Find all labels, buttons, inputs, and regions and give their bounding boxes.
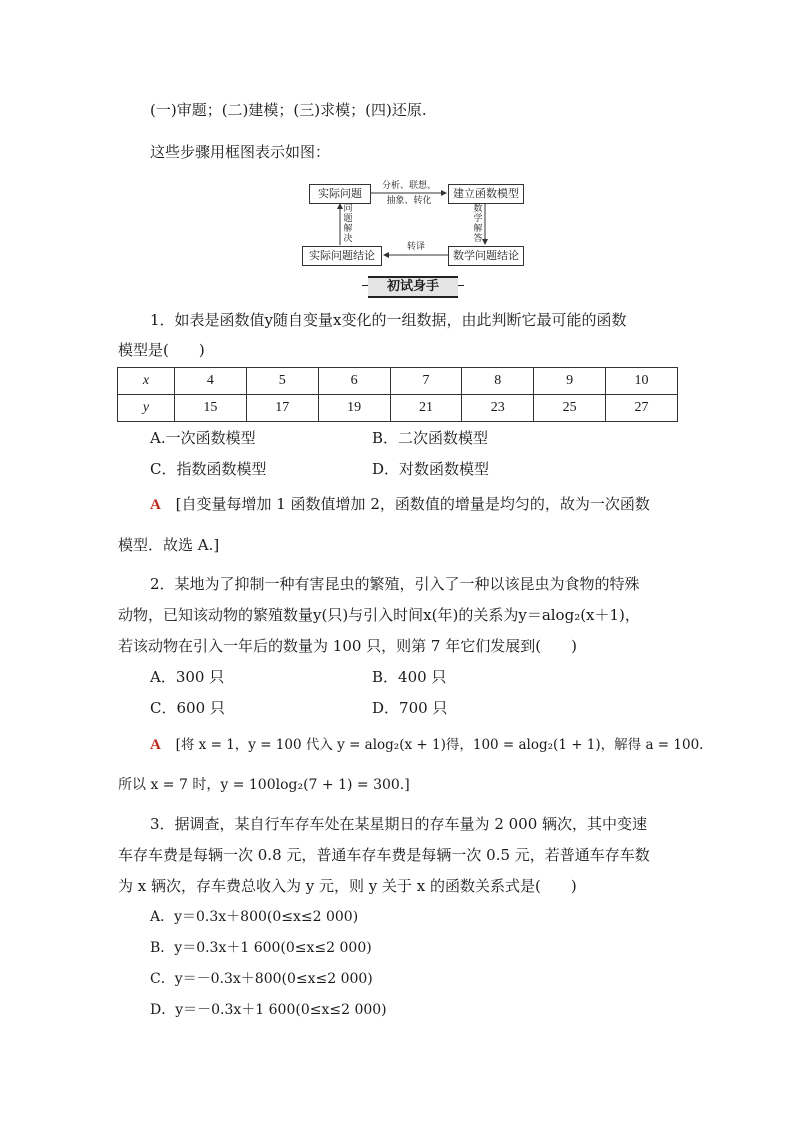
q3-option-d: D．y＝－0.3x＋1 600(0≤x≤2 000) <box>150 1002 387 1018</box>
q2-stem-line1: 2．某地为了抑制一种有害昆虫的繁殖，引入了一种以该昆虫为食物的特殊 <box>150 575 640 593</box>
q3-stem-line3: 为 x 辆次，存车费总收入为 y 元，则 y 关于 x 的函数关系式是( ) <box>118 877 577 895</box>
table-cell: 5 <box>246 368 318 395</box>
q2-answer <box>150 734 703 755</box>
q1-answer-line1: [自变量每增加 1 函数值增加 2，函数值的增量是均匀的，故为一次函数 <box>175 495 650 513</box>
table-header-x: x <box>118 368 175 395</box>
box-math-conclusion: 数学问题结论 <box>448 246 524 266</box>
q2-option-c: C．600 只 <box>150 699 225 717</box>
q3-stem-line2: 车存车费是每辆一次 0.8 元，普通车存车费是每辆一次 0.5 元，若普通车存车数 <box>118 846 650 864</box>
steps-line: (一)审题；(二)建模；(三)求模；(四)还原. <box>150 101 427 119</box>
q3-option-c: C．y＝－0.3x＋800(0≤x≤2 000) <box>150 971 373 987</box>
table-cell: 8 <box>462 368 534 395</box>
q2-stem-line2: 动物，已知该动物的繁殖数量y(只)与引入时间x(年)的关系为y＝alog₂(x＋1)， <box>118 606 640 624</box>
table-cell: 19 <box>318 395 390 422</box>
q1-option-b: B．二次函数模型 <box>372 429 489 447</box>
q1-option-a: A.一次函数模型 <box>150 429 256 447</box>
q1-answer-line2: 模型．故选 A.] <box>118 536 220 554</box>
table-cell: 21 <box>390 395 462 422</box>
q3-option-b: B．y＝0.3x＋1 600(0≤x≤2 000) <box>150 940 372 956</box>
q1-stem-line1: 1．如表是函数值y随自变量x变化的一组数据，由此判断它最可能的函数 <box>150 311 627 329</box>
box-actual-problem: 实际问题 <box>309 184 371 204</box>
box-actual-conclusion: 实际问题结论 <box>302 246 382 266</box>
q2-answer-letter: A <box>150 737 161 753</box>
q3-stem-line1: 3．据调查，某自行车存车处在某星期日的存车量为 2 000 辆次，其中变速 <box>150 815 648 833</box>
arrow-top-label-1: 分析、联想、 <box>381 181 436 191</box>
arrow-left-label: 问题解决 <box>343 204 353 244</box>
arrow-bottom-label: 转译 <box>406 242 425 252</box>
q2-option-a: A．300 只 <box>150 668 225 686</box>
q2-stem-line3: 若该动物在引入一年后的数量为 100 只，则第 7 年它们发展到( ) <box>118 637 577 655</box>
table-cell: 10 <box>606 368 678 395</box>
q2-option-d: D．700 只 <box>372 699 448 717</box>
q3-option-a: A．y＝0.3x＋800(0≤x≤2 000) <box>150 909 359 925</box>
table-cell: 23 <box>462 395 534 422</box>
q2-answer-line1: [将 x = 1，y = 100 代入 y = alog₂(x + 1)得，100 = alog₂(1 + 1)，解得 a = 100. <box>175 737 704 753</box>
q2-option-b: B．400 只 <box>372 668 447 686</box>
diagram-intro: 这些步骤用框图表示如图： <box>150 143 331 161</box>
table-cell: 7 <box>390 368 462 395</box>
q1-stem-line2: 模型是( ) <box>118 341 205 359</box>
q1-answer <box>150 494 650 515</box>
table-header-y: y <box>118 395 175 422</box>
table-row-x <box>118 368 678 395</box>
flowchart-arrows <box>0 0 794 300</box>
arrow-top-label-2: 抽象、转化 <box>386 196 432 206</box>
table-cell: 17 <box>246 395 318 422</box>
table-cell: 25 <box>534 395 606 422</box>
q1-data-table <box>117 367 678 422</box>
section-title: 初试身手 <box>368 276 458 298</box>
q1-option-d: D．对数函数模型 <box>372 460 490 478</box>
table-cell: 6 <box>318 368 390 395</box>
table-cell: 27 <box>606 395 678 422</box>
q1-answer-letter: A <box>150 497 161 513</box>
banner-line-right <box>458 285 464 286</box>
box-build-model: 建立函数模型 <box>448 184 524 204</box>
table-cell: 9 <box>534 368 606 395</box>
q1-option-c: C．指数函数模型 <box>150 460 267 478</box>
table-cell: 4 <box>175 368 247 395</box>
q2-answer-line2: 所以 x = 7 时，y = 100log₂(7 + 1) = 300.] <box>118 777 410 793</box>
table-cell: 15 <box>175 395 247 422</box>
arrow-right-label: 数学解答 <box>473 204 483 244</box>
table-row-y <box>118 395 678 422</box>
